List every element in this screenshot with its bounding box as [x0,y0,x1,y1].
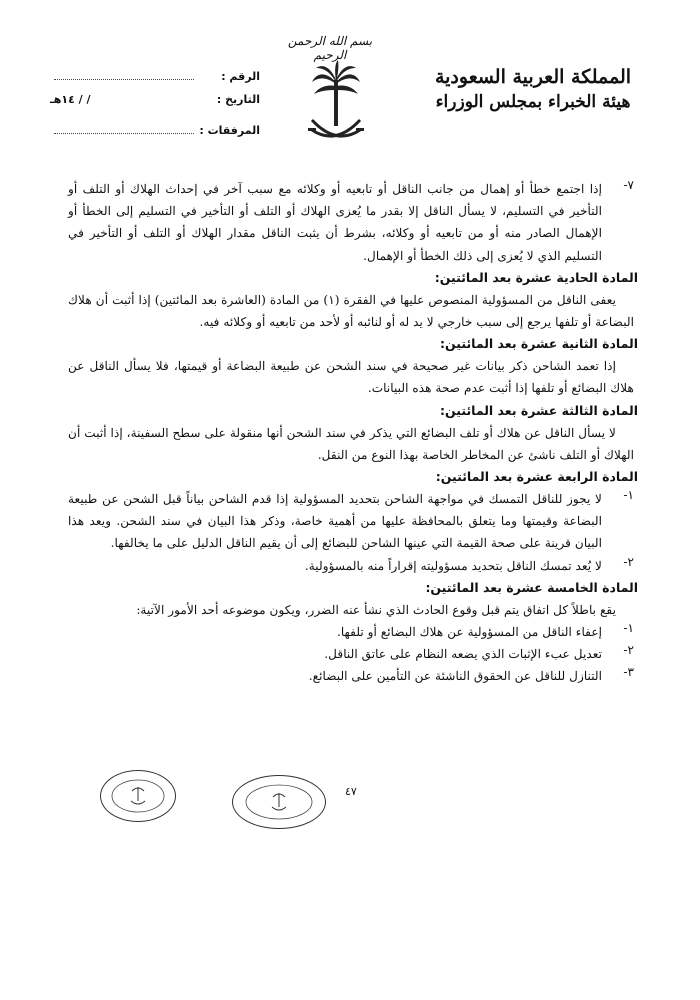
date-value: / / ١٤هـ [50,93,91,106]
official-stamp [100,770,176,822]
attachments-label: المرفقات : [199,124,260,137]
article-212-text: إذا تعمد الشاحن ذكر بيانات غير صحيحة في سند الشحن عن طبيعة البضاعة أو قيمتها، فلا يسأل الناقل عن هلاك البضائع أو تلفها إذا أثبت عدم صحة هذه البيانات. [68,359,634,396]
document-meta [50,66,260,147]
article-215-intro: يقع باطلاً كل اتفاق يتم قبل وقوع الحادث الذي نشأ عنه الضرر، ويكون موضوعه أحد الأمور الآتية: [136,602,616,617]
stamp-emblem-icon [101,771,175,821]
clause-number: ٧- [623,178,634,192]
clause-7 [68,178,634,267]
article-211-text: يعفى الناقل من المسؤولية المنصوص عليها في الفقرة (١) من المادة (العاشرة بعد المائتين) إذا أثبت أن هلاك البضاعة أو تلفها يرجع إلى سبب خارجي لا يد له أو لنائبه أو لأحد من تابعيه أو وكلائه فيه. [68,292,634,330]
article-212-heading: المادة الثانية عشرة بعد المائتين: [440,336,638,352]
list-item [68,488,634,555]
list-item [68,555,634,577]
country-name: المملكة العربية السعودية [434,66,632,88]
stamp-emblem-icon [233,776,325,828]
official-stamp [232,775,326,829]
article-214-heading: المادة الرابعة عشرة بعد المائتين: [435,469,638,485]
list-item [68,665,634,687]
item-number: ١- [623,621,634,636]
item-text: إعفاء الناقل من المسؤولية عن هلاك البضائع أو تلفها. [336,625,602,640]
attachments-line [54,120,194,134]
clause-text: إذا اجتمع خطأ أو إهمال من جانب الناقل أو تابعيه أو وكلائه مع سبب آخر في إحداث الهلاك أو التلف أو التأخير في التسليم، لا يسأل الناقل إلا بقدر ما يُعزى الهلاك أو التلف أو التأخير في التسليم إلى الخطأ أو الإهمال الصادر منه أو من تابعيه أو وكلائه، بشرط أن يثبت الناقل مقدار الهلاك أو التلف أو التأخير في التسليم الذي لا يُعزى إلى ذلك الخطأ أو الإهمال. [68,182,602,263]
saudi-emblem-icon [308,60,364,150]
attachments-row [50,120,260,147]
reference-row [50,66,260,93]
basmala: بسم الله الرحمن الرحيم [287,34,373,62]
reference-line [54,66,194,80]
item-number: ١- [623,488,634,503]
document-body [68,178,638,688]
item-text: لا يُعد تمسك الناقل بتحديد مسؤوليته إقراراً منه بالمسؤولية. [304,558,602,573]
date-row [50,93,260,120]
article-215-heading: المادة الخامسة عشرة بعد المائتين: [425,579,638,595]
page-number: ٤٧ [345,785,357,798]
authority-name: هيئة الخبراء بمجلس الوزراء [435,92,631,112]
reference-label: الرقم : [221,70,260,83]
organization-name [418,64,648,114]
item-text: التنازل للناقل عن الحقوق الناشئة عن التأمين على البضائع. [308,669,602,684]
article-213-heading: المادة الثالثة عشرة بعد المائتين: [440,402,638,418]
list-item [68,643,634,665]
list-item [68,621,634,643]
date-label: التاريخ : [216,93,260,106]
item-number: ٢- [623,554,634,569]
item-text: لا يجوز للناقل التمسك في مواجهة الشاحن بتحديد المسؤولية إذا قدم الشاحن بياناً قبل الشحن عن طبيعة البضاعة وقيمتها وما يتعلق بالمحافظة عليها من أهمية خاصة، وذكر هذا البيان في سند الشحن. ويعد هذا البيان قرينة على صحة القيمة التي عينها الشاحن للبضائع إلى أن يقيم الناقل الدليل على ما يخالفها. [68,492,602,551]
article-213-text: لا يسأل الناقل عن هلاك أو تلف البضائع التي يذكر في سند الشحن أنها منقولة على سطح السفينة، إذا أثبت أن الهلاك أو التلف ناشئ عن المخاطر الخاصة بهذا النوع من النقل. [68,425,634,462]
item-text: تعديل عبء الإثبات الذي يضعه النظام على عاتق الناقل. [324,647,602,662]
item-number: ٣- [623,665,634,680]
item-number: ٢- [623,643,634,658]
article-211-heading: المادة الحادية عشرة بعد المائتين: [434,269,638,285]
